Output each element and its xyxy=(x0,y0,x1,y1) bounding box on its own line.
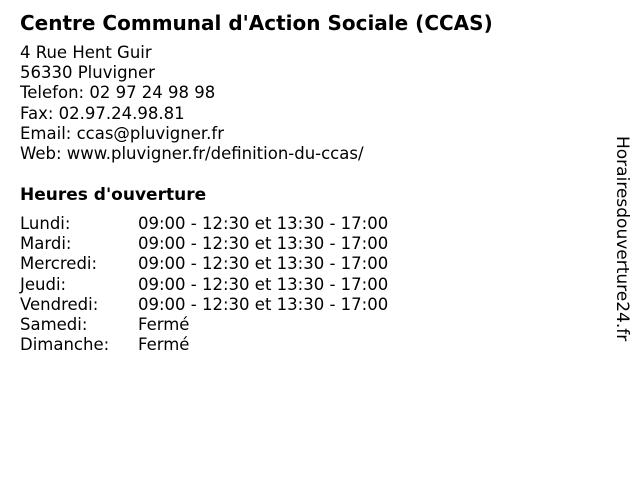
day-label: Mercredi: xyxy=(20,254,98,274)
page-title: Centre Communal d'Action Sociale (CCAS) xyxy=(20,11,493,35)
day-hours: 09:00 - 12:30 et 13:30 - 17:00 xyxy=(138,234,389,254)
contact-block xyxy=(20,43,364,164)
day-hours: Fermé xyxy=(138,314,190,334)
phone-line: Telefon: 02 97 24 98 98 xyxy=(20,83,216,103)
day-label: Mardi: xyxy=(20,234,72,254)
address-street: 4 Rue Hent Guir xyxy=(20,43,152,62)
day-label: Lundi: xyxy=(20,214,71,233)
day-hours: Fermé xyxy=(138,335,190,355)
day-hours: 09:00 - 12:30 et 13:30 - 17:00 xyxy=(138,294,389,314)
day-label: Dimanche: xyxy=(20,335,110,355)
fax-line: Fax: 02.97.24.98.81 xyxy=(20,103,185,123)
day-label: Jeudi: xyxy=(20,274,67,294)
address-city: 56330 Pluvigner xyxy=(20,63,155,83)
site-watermark: Horairesdouverture24.fr xyxy=(612,136,632,342)
web-line: Web: www.pluvigner.fr/definition-du-ccas/ xyxy=(20,144,364,164)
day-hours: 09:00 - 12:30 et 13:30 - 17:00 xyxy=(138,274,389,294)
day-hours: 09:00 - 12:30 et 13:30 - 17:00 xyxy=(138,254,389,274)
day-hours: 09:00 - 12:30 et 13:30 - 17:00 xyxy=(138,214,389,233)
email-line: Email: ccas@pluvigner.fr xyxy=(20,123,224,143)
hours-heading: Heures d'ouverture xyxy=(20,185,207,205)
day-label: Samedi: xyxy=(20,314,88,334)
day-label: Vendredi: xyxy=(20,294,99,314)
